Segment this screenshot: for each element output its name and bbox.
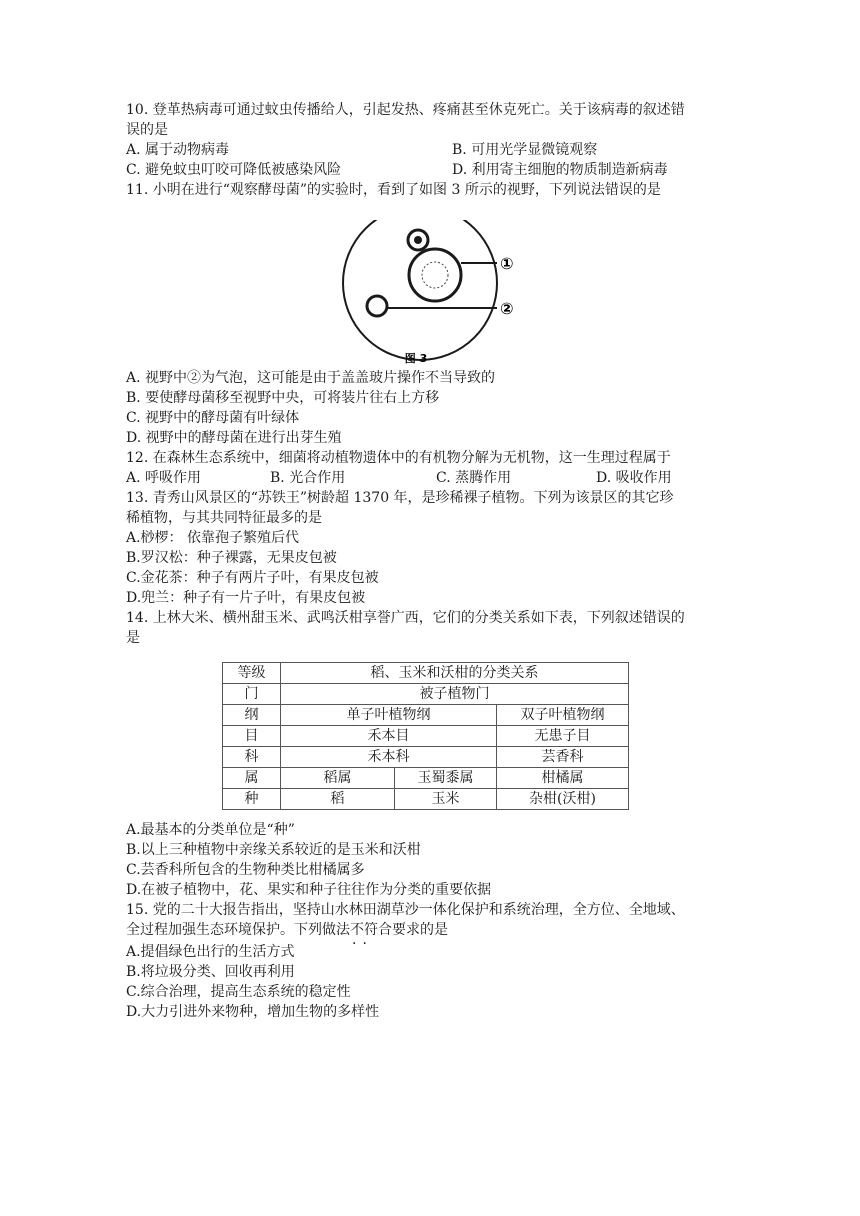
- q13-option-a: A.桫椤： 依靠孢子繁殖后代: [126, 530, 300, 546]
- q13-option-c: C.金花茶：种子有两片子叶，有果皮包被: [126, 570, 379, 586]
- q14-stem-line2: 是: [126, 630, 140, 646]
- table-header-cell: 稻、玉米和沃柑的分类关系: [281, 663, 629, 684]
- table-row: [223, 768, 629, 789]
- table-row: [223, 726, 629, 747]
- q11-option-d: D. 视野中的酵母菌在进行出芽生殖: [126, 430, 342, 446]
- q10-option-c: C. 避免蚊虫叮咬可降低被感染风险: [126, 162, 342, 178]
- classification-table: [222, 662, 629, 810]
- table-rank-cell: 科: [223, 747, 281, 768]
- q15-option-d: D.大力引进外来物种，增加生物的多样性: [126, 1004, 380, 1020]
- q14-option-b: B.以上三种植物中亲缘关系较近的是玉米和沃柑: [126, 842, 421, 858]
- q12-option-d: D. 吸收作用: [596, 470, 672, 486]
- figure-label-2: ②: [500, 299, 514, 318]
- figure-3-microscope-view: [340, 220, 526, 366]
- table-row: [223, 705, 629, 726]
- q12-option-c: C. 蒸腾作用: [436, 470, 512, 486]
- table-rank-cell: 目: [223, 726, 281, 747]
- q10-stem-line1: 10. 登革热病毒可通过蚊虫传播给人，引起发热、疼痛甚至休克死亡。关于该病毒的叙述错: [126, 102, 685, 118]
- table-header-cell: 等级: [223, 663, 281, 684]
- figure-caption: 图 3: [404, 352, 428, 365]
- microscope-field-illustration: [340, 220, 526, 366]
- table-cell: 稻属: [281, 768, 395, 789]
- q11-option-a: A. 视野中②为气泡，这可能是由于盖盖玻片操作不当导致的: [126, 370, 496, 386]
- q10-option-b: B. 可用光学显微镜观察: [452, 142, 598, 158]
- table-cell: 杂柑(沃柑): [497, 789, 629, 810]
- q11-stem: 11. 小明在进行“观察酵母菌”的实验时，看到了如图 3 所示的视野，下列说法错误的是: [126, 182, 661, 198]
- q13-option-b: B.罗汉松：种子裸露，无果皮包被: [126, 550, 337, 566]
- yeast-bud-core: [414, 236, 422, 244]
- q13-stem-line2: 稀植物，与其共同特征最多的是: [126, 510, 322, 526]
- q10-option-a: A. 属于动物病毒: [126, 142, 230, 158]
- yeast-vacuole: [422, 262, 448, 288]
- q12-option-a: A. 呼吸作用: [126, 470, 202, 486]
- table-cell: 双子叶植物纲: [497, 705, 629, 726]
- q14-option-a: A.最基本的分类单位是“种”: [126, 822, 295, 838]
- q15-stem-line1: 15. 党的二十大报告指出，坚持山水林田湖草沙一体化保护和系统治理，全方位、全地域、: [126, 902, 685, 918]
- table-cell: 无患子目: [497, 726, 629, 747]
- q13-option-d: D.兜兰：种子有一片子叶，有果皮包被: [126, 590, 366, 606]
- table-row: [223, 747, 629, 768]
- table-cell: 被子植物门: [281, 684, 629, 705]
- table-rank-cell: 门: [223, 684, 281, 705]
- q15-emphasis-not-comply: 不符合 ··: [350, 922, 392, 938]
- q14-stem-line1: 14. 上林大米、横州甜玉米、武鸣沃柑享誉广西，它们的分类关系如下表，下列叙述错误的: [126, 610, 685, 626]
- table-cell: 芸香科: [497, 747, 629, 768]
- table-header-row: [223, 663, 629, 684]
- q10-stem-line2: 误的是: [126, 122, 168, 138]
- table-rank-cell: 纲: [223, 705, 281, 726]
- table-cell: 玉蜀黍属: [395, 768, 497, 789]
- table-cell: 禾本科: [281, 747, 497, 768]
- q15-stem-post: 要求的是: [392, 922, 448, 938]
- q15-option-a: A.提倡绿色出行的生活方式: [126, 944, 295, 960]
- q15-option-c: C.综合治理，提高生态系统的稳定性: [126, 984, 351, 1000]
- q15-option-b: B.将垃圾分类、回收再利用: [126, 964, 295, 980]
- yeast-cell: [409, 249, 461, 301]
- q15-stem-pre: 全过程加强生态环境保护。下列做法: [126, 922, 350, 938]
- table-cell: 玉米: [395, 789, 497, 810]
- q14-option-c: C.芸香科所包含的生物种类比柑橘属多: [126, 862, 365, 878]
- q12-option-b: B. 光合作用: [270, 470, 346, 486]
- q14-option-d: D.在被子植物中，花、果实和种子往往作为分类的重要依据: [126, 882, 492, 898]
- table-row: [223, 789, 629, 810]
- air-bubble: [367, 296, 387, 316]
- table-cell: 柑橘属: [497, 768, 629, 789]
- table-rank-cell: 种: [223, 789, 281, 810]
- q13-stem-line1: 13. 青秀山风景区的“苏铁王”树龄超 1370 年，是珍稀裸子植物。下列为该景区的其它珍: [126, 490, 674, 506]
- table-cell: 禾本目: [281, 726, 497, 747]
- table-cell: 单子叶植物纲: [281, 705, 497, 726]
- figure-label-1: ①: [500, 254, 514, 273]
- q10-option-d: D. 利用寄主细胞的物质制造新病毒: [452, 162, 668, 178]
- q12-stem: 12. 在森林生态系统中，细菌将动植物遗体中的有机物分解为无机物，这一生理过程属于: [126, 450, 671, 466]
- table-rank-cell: 属: [223, 768, 281, 789]
- q11-option-c: C. 视野中的酵母菌有叶绿体: [126, 410, 300, 426]
- q11-option-b: B. 要使酵母菌移至视野中央，可将装片往右上方移: [126, 390, 440, 406]
- table-row: [223, 684, 629, 705]
- q15-stem-line2: [126, 920, 448, 940]
- table-cell: 稻: [281, 789, 395, 810]
